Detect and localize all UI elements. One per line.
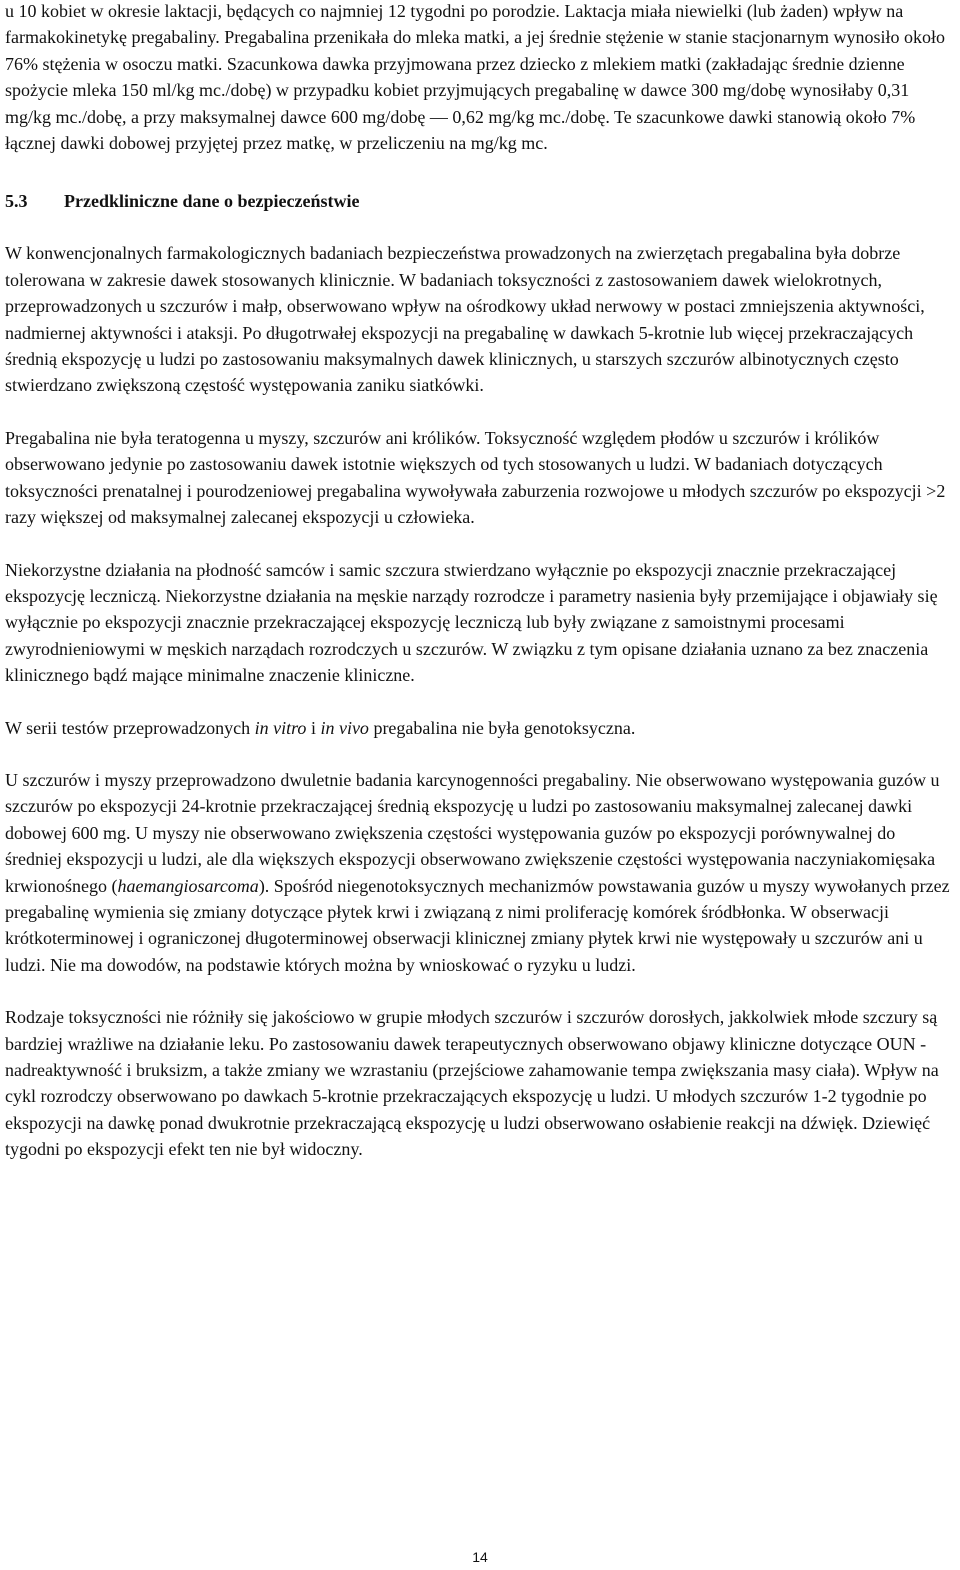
- section-title: Przedkliniczne dane o bezpieczeństwie: [64, 191, 360, 212]
- page-number: 14: [472, 1549, 488, 1565]
- text-run: ). Spośród niegenotoksycznych mechanizmów powstawania guzów u myszy wywołanych przez pregabalinę wymienia się zmiany dotyczące płytek krwi i związaną z nimi proliferację komórek śródbłonka. W obserwacji krótkoterminowej i ograniczonej długoterminowej obserwacji klinicznej zmiany płytek krwi nie występowały u szczurów ani u ludzi. Nie ma dowodów, na podstawie których można by wnioskować o ryzyku u ludzi.: [5, 875, 950, 975]
- text-run: U szczurów i myszy przeprowadzono dwuletnie badania karcynogenności pregabaliny. Nie obserwowano występowania guzów u szczurów po ekspozycji 24-krotnie przekraczającej średnią ekspozycję u ludzi po zastosowaniu maksymalnej zalecanej dawki dobowej 600 mg. U myszy nie obserwowano zwiększenia częstości występowania guzów po ekspozycji porównywalnej do średniej ekspozycji u ludzi, ale dla większych ekspozycji obserwowano zwiększenie częstości występowania naczyniakomięsaka krwionośnego (: [5, 769, 940, 896]
- paragraph-genotoxicity: [5, 715, 955, 741]
- paragraph-fertility: Niekorzystne działania na płodność samców i samic szczura stwierdzano wyłącznie po ekspozycji znacznie przekraczającej ekspozycję leczniczą. Niekorzystne działania na męskie narządy rozrodcze i parametry nasienia były przemijające i objawiały się wyłącznie po ekspozycji znacznie przekraczającej ekspozycję leczniczą lub były związane z samoistnymi procesami zwyrodnieniowymi w męskich narządach rozrodczych u szczurów. W związku z tym opisane działania uznano za bez znaczenia klinicznego bądź mające minimalne znaczenie kliniczne.: [5, 559, 938, 686]
- italic-term-in-vitro: in vitro: [254, 717, 307, 738]
- paragraph-teratogenicity: Pregabalina nie była teratogenna u myszy, szczurów ani królików. Toksyczność względem płodów u szczurów i królików obserwowano jedynie po zastosowaniu dawek istotnie większych od tych stosowanych u ludzi. W badaniach dotyczących toksyczności prenatalnej i pourodzeniowej pregabalina wywoływała zaburzenia rozwojowe u młodych szczurów po ekspozycji >2 razy większej od maksymalnej zalecanej ekspozycji u człowieka.: [5, 427, 946, 528]
- text-run: i: [306, 717, 321, 738]
- text-run: W serii testów przeprowadzonych: [5, 717, 255, 738]
- paragraph-safety-pharmacology: W konwencjonalnych farmakologicznych badaniach bezpieczeństwa prowadzonych na zwierzętach pregabalina była dobrze tolerowana w zakresie dawek stosowanych klinicznie. W badaniach toksyczności z zastosowaniem dawek wielokrotnych, przeprowadzonych u szczurów i małp, obserwowano wpływ na ośrodkowy układ nerwowy w postaci zmniejszenia aktywności, nadmiernej aktywności i ataksji. Po długotrwałej ekspozycji na pregabalinę w dawkach 5-krotnie lub więcej przekraczających średnią ekspozycję u ludzi po zastosowaniu maksymalnych dawek klinicznych, u starszych szczurów albinotycznych często stwierdzano zwiększoną częstość występowania zaniku siatkówki.: [5, 243, 925, 396]
- text-run: pregabalina nie była genotoksyczna.: [368, 717, 636, 738]
- paragraph-juvenile-toxicity: Rodzaje toksyczności nie różniły się jakościowo w grupie młodych szczurów i szczurów dorosłych, jakkolwiek młode szczury są bardziej wrażliwe na działanie leku. Po zastosowaniu dawek terapeutycznych obserwowano objawy kliniczne dotyczące OUN - nadreaktywność i bruksizm, a także zmiany we wzrastaniu (przejściowe zahamowanie tempa zwiększania masy ciała). Wpływ na cykl rozrodczy obserwowano po dawkach 5-krotnie przekraczających ekspozycję u ludzi. U młodych szczurów 1-2 tygodnie po ekspozycji na dawkę ponad dwukrotnie przekraczającą ekspozycję u ludzi obserwowano osłabienie reakcji na dźwięk. Dziewięć tygodni po ekspozycji efekt ten nie był widoczny.: [5, 1007, 939, 1160]
- italic-term-haemangiosarcoma: haemangiosarcoma: [117, 875, 259, 896]
- intro-paragraph: u 10 kobiet w okresie laktacji, będących co najmniej 12 tygodni po porodzie. Laktacja miała niewielki (lub żaden) wpływ na farmakokinetykę pregabaliny. Pregabalina przenikała do mleka matki, a jej średnie stężenie w stanie stacjonarnym wynosiło około 76% stężenia w osoczu matki. Szacunkowa dawka przyjmowana przez dziecko z mlekiem matki (zakładając średnie dzienne spożycie mleka 150 ml/kg mc./dobę) w przypadku kobiet przyjmujących pregabalinę w dawce 300 mg/dobę wynosiłaby 0,31 mg/kg mc./dobę, a przy maksymalnej dawce 600 mg/dobę — 0,62 mg/kg mc./dobę. Te szacunkowe dawki stanowią około 7% łącznej dawki dobowej przyjętej przez matkę, w przeliczeniu na mg/kg mc.: [5, 1, 946, 154]
- paragraph-carcinogenicity: [5, 767, 955, 978]
- document-page: [5, 0, 955, 1163]
- section-heading: [5, 188, 955, 214]
- italic-term-in-vivo: in vivo: [320, 717, 369, 738]
- section-number: 5.3: [5, 191, 28, 212]
